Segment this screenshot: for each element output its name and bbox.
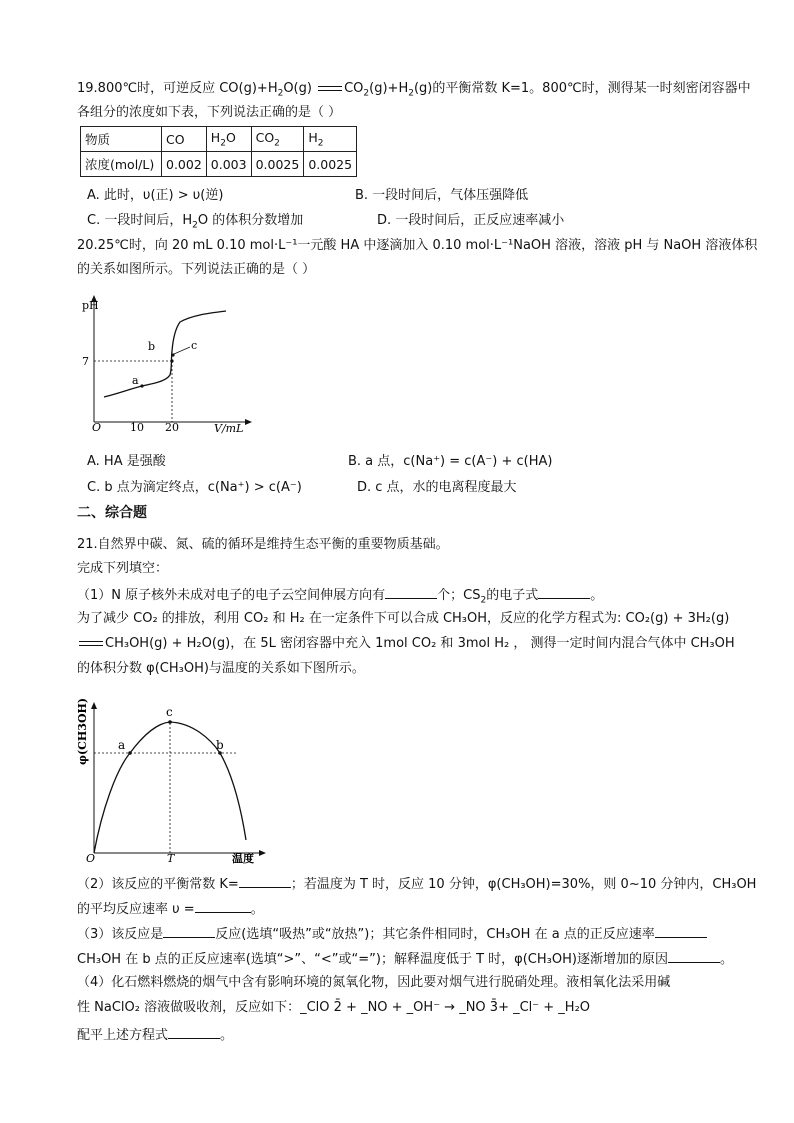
q21-part3-text: （3）该反应是 bbox=[77, 927, 164, 942]
table-cell: CO bbox=[162, 127, 207, 152]
q21-part4-text: 配平上述方程式 bbox=[77, 1028, 169, 1043]
titration-curve bbox=[104, 311, 226, 397]
x-axis-arrow-icon bbox=[245, 419, 252, 425]
q21-part2-text: （2）该反应的平衡常数 K= bbox=[77, 877, 239, 892]
table-cell: 0.0025 bbox=[251, 152, 304, 177]
q21-part2-text: 的平均反应速率 υ = bbox=[77, 902, 195, 917]
table-cell: $H_2$ bbox=[304, 127, 357, 152]
table-cell: $H_2O$ bbox=[206, 127, 251, 152]
x-tick-label: T bbox=[167, 852, 175, 865]
answer-blank[interactable] bbox=[195, 898, 251, 913]
y-axis-label: pH bbox=[82, 299, 99, 312]
q20-option-d[interactable]: D. c 点，水的电离程度最大 bbox=[357, 480, 517, 495]
q21-part2-text: ；若温度为 T 时，反应 10 分钟，φ(CH₃OH)=30%，则 0~10 分钟内，CH₃OH bbox=[290, 877, 757, 892]
q21-line4: 为了减少 CO₂ 的排放，利用 CO₂ 和 H₂ 在一定条件下可以合成 CH₃OH，反应的化学方程式为: CO₂(g) + 3H₂(g) bbox=[77, 611, 730, 626]
origin-label: O bbox=[86, 852, 96, 865]
answer-blank[interactable] bbox=[239, 873, 291, 888]
q21-part1-text: 个；CS bbox=[437, 588, 481, 603]
point-label: a bbox=[132, 374, 139, 387]
table-cell: 0.002 bbox=[162, 152, 207, 177]
q21-line12: 性 NaClO₂ 溶液做吸收剂，反应如下：_ClO 2̄ + _NO + _OH⁻ → _NO 3̄+ _Cl⁻ + _H₂O bbox=[77, 1000, 591, 1015]
q20-option-a[interactable]: A. HA 是强酸 bbox=[87, 454, 166, 469]
point-label: c bbox=[166, 705, 173, 719]
point-label: a bbox=[118, 738, 126, 752]
q21-line8 bbox=[77, 898, 264, 919]
concentration-table bbox=[80, 126, 357, 177]
answer-blank[interactable] bbox=[655, 923, 707, 938]
table-cell: 0.0025 bbox=[304, 152, 357, 177]
q19-text-a: 19.800℃时，可逆反应 CO(g)+H bbox=[77, 81, 278, 96]
table-row bbox=[81, 127, 357, 152]
q19-text-c: CO bbox=[344, 81, 364, 96]
table-row bbox=[81, 152, 357, 177]
q21-line5 bbox=[77, 635, 735, 653]
q19-option-c-text-a: C. 一段时间后，H bbox=[87, 213, 193, 228]
q19-option-a[interactable]: A. 此时，υ(正) > υ(逆) bbox=[87, 188, 224, 203]
q19-text-d: (g)+H bbox=[369, 81, 409, 96]
x-axis-label: 温度 bbox=[232, 852, 254, 865]
answer-blank[interactable] bbox=[163, 923, 215, 938]
point-a bbox=[128, 751, 132, 755]
x-axis-arrow-icon bbox=[259, 850, 266, 856]
q19-text-e: (g)的平衡常数 K=1。800℃时，测得某一时刻密闭容器中 bbox=[413, 81, 751, 96]
q21-line7 bbox=[77, 873, 756, 894]
q21-line9 bbox=[77, 923, 707, 944]
q21-line6: 的体积分数 φ(CH₃OH)与温度的关系如下图所示。 bbox=[77, 661, 365, 676]
q21-line5-text: CH₃OH(g) + H₂O(g)，在 5L 密闭容器中充入 1mol CO₂ 和 3mol H₂ ， 测得一定时间内混合气体中 CH₃OH bbox=[105, 636, 735, 651]
equilibrium-arrow-icon bbox=[316, 84, 344, 94]
equilibrium-arrow-icon bbox=[77, 639, 105, 649]
y-axis-label: φ(CH3OH) bbox=[76, 697, 89, 765]
phi-temperature-chart bbox=[74, 690, 274, 868]
q20-option-b[interactable]: B. a 点，c(Na⁺) = c(A⁻) + c(HA) bbox=[348, 454, 553, 469]
answer-blank[interactable] bbox=[385, 584, 437, 599]
answer-blank[interactable] bbox=[538, 584, 590, 599]
q21-part1-text: （1）N 原子核外未成对电子的电子云空间伸展方向有 bbox=[77, 588, 386, 603]
origin-label: O bbox=[92, 421, 102, 434]
q21-line3: （1）N 原子核外未成对电子的电子云空间伸展方向有 个；$CS_2$的电子式 。 bbox=[77, 584, 603, 610]
x-tick-label: 20 bbox=[165, 421, 179, 434]
point-c bbox=[168, 720, 172, 724]
table-cell: 物质 bbox=[81, 127, 162, 152]
q19-text-b: O(g) bbox=[283, 81, 312, 96]
q19-option-c-text-b: O 的体积分数增加 bbox=[197, 213, 304, 228]
q21-line1: 21.自然界中碳、氮、硫的循环是维持生态平衡的重要物质基础。 bbox=[77, 537, 449, 552]
q21-part3-text: CH₃OH 在 b 点的正反应速率(选填“>”、“<”或“=”)；解释温度低于 T 时，φ(CH₃OH)逐渐增加的原因 bbox=[77, 952, 668, 967]
q20-stem-line1: 20.25℃时，向 20 mL 0.10 mol·L⁻¹一元酸 HA 中逐滴加入 0.10 mol·L⁻¹NaOH 溶液，溶液 pH 与 NaOH 溶液体积 bbox=[77, 238, 758, 253]
q21-line2: 完成下列填空： bbox=[77, 561, 169, 576]
q21-part2-text: 。 bbox=[250, 902, 264, 917]
table-cell: 浓度(mol/L) bbox=[81, 152, 162, 177]
q21-part1-text: 的电子式 bbox=[486, 588, 539, 603]
table-cell: $CO_2$ bbox=[251, 127, 304, 152]
q21-part3-text: 反应(选填“吸热”或“放热”)；其它条件相同时，CH₃OH 在 a 点的正反应速率 bbox=[215, 927, 655, 942]
q21-part1-text: 。 bbox=[590, 588, 604, 603]
y-axis-arrow-icon bbox=[91, 702, 97, 709]
q19-option-b[interactable]: B. 一段时间后，气体压强降低 bbox=[355, 188, 529, 203]
point-a bbox=[140, 384, 143, 387]
point-label: c bbox=[191, 339, 198, 352]
answer-blank[interactable] bbox=[668, 948, 720, 963]
q19-option-d[interactable]: D. 一段时间后，正反应速率减小 bbox=[377, 213, 565, 228]
point-c-leader bbox=[174, 347, 190, 354]
q21-part4-text: 。 bbox=[220, 1028, 234, 1043]
x-tick-label: 10 bbox=[130, 421, 144, 434]
titration-chart bbox=[80, 285, 260, 435]
q19-stem-line2: 各组分的浓度如下表，下列说法正确的是（ ） bbox=[77, 105, 342, 120]
q20-option-c[interactable]: C. b 点为滴定终点，c(Na⁺) > c(A⁻) bbox=[87, 480, 302, 495]
answer-blank[interactable] bbox=[168, 1024, 220, 1039]
q19-option-c[interactable]: C. 一段时间后，$H_2O$ 的体积分数增加 bbox=[87, 213, 304, 231]
q21-part3-text: 。 bbox=[719, 952, 733, 967]
table-cell: 0.003 bbox=[206, 152, 251, 177]
q20-stem-line2: 的关系如图所示。下列说法正确的是（ ） bbox=[77, 262, 316, 277]
point-label: b bbox=[148, 340, 156, 353]
section-heading: 二、综合题 bbox=[77, 505, 147, 521]
x-axis-label: V/mL bbox=[214, 422, 244, 435]
q21-line10 bbox=[77, 948, 733, 969]
q21-line11: （4）化石燃料燃烧的烟气中含有影响环境的氮氧化物，因此要对烟气进行脱硝处理。液相氧化法采用碱 bbox=[77, 975, 671, 990]
point-b bbox=[170, 359, 173, 362]
q19-stem-line1: 19.800℃时，可逆反应 $CO(g)+H_2O(g)$ $CO_2(g)+H_2(g)$的平衡常数 K=1。800℃时，测得某一时刻密闭容器中 bbox=[77, 81, 751, 99]
point-label: b bbox=[216, 738, 224, 752]
q21-line13 bbox=[77, 1024, 233, 1045]
y-tick-label: 7 bbox=[82, 355, 89, 368]
